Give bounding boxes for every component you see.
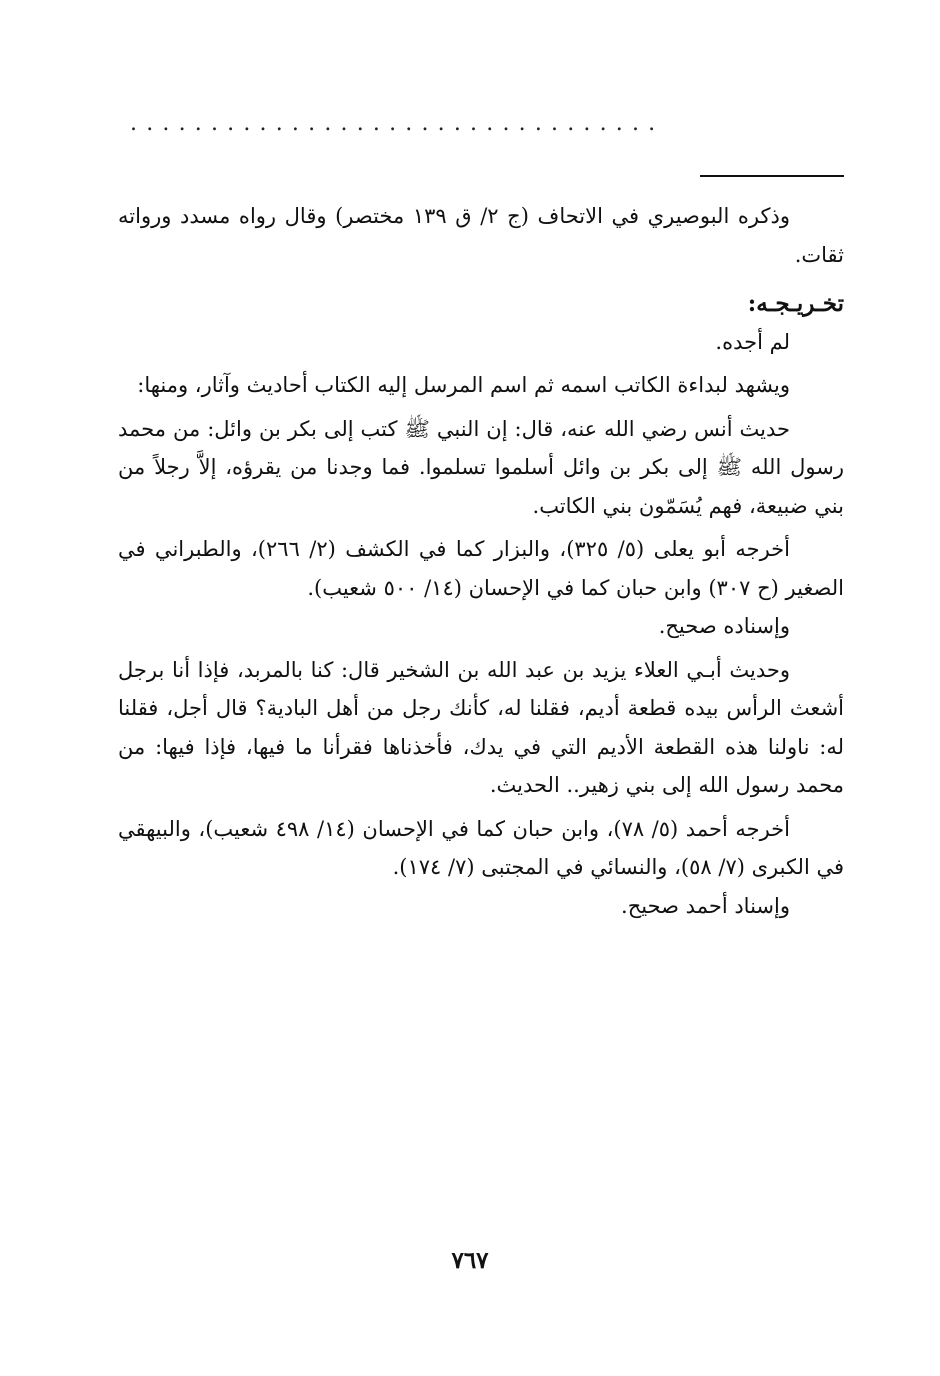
paragraph-isnad-ahmad: وإسناد أحمد صحيح. — [621, 893, 790, 918]
dotted-separator: ................................. — [130, 112, 665, 136]
paragraph-isnad-sahih: وإسناده صحيح. — [658, 614, 790, 638]
page-number: ٧٦٧ — [451, 1247, 489, 1274]
paragraph-hadith-abu-al-ala: وحديث أبـي العلاء يزيد بن عبد الله بن الشخير قال: كنا بالمربد، فإذا أنا برجل أشعث الرأس بيده قطعة أديم، فقلنا له، كأنك رجل من أهل البادية؟ قال أجل، فقلنا له: ناولنا هذه القطعة الأديم التي في يدك، فأخذناها فقرأنا ما فيها، فإذا فيها: من محمد رسول الله إلى بني زهير.. الحديث. — [118, 657, 844, 797]
paragraph-takhrij-abu-al-ala: أخرجه أحمد (٥/ ٧٨)، وابن حبان كما في الإحسان (١٤/ ٤٩٨ شعيب)، والبيهقي في الكبرى (٧/ ٥٨)، والنسائي في المجتبى (٧/ ١٧٤). — [118, 816, 844, 879]
page-body — [118, 197, 844, 925]
paragraph-supporting-evidence: ويشهد لبداءة الكاتب اسمه ثم اسم المرسل إليه الكتاب أحاديث وآثار، ومنها: — [137, 373, 790, 397]
paragraph-not-found: لم أجده. — [715, 329, 790, 354]
paragraph-takhrij-anas: أخرجه أبو يعلى (٥/ ٣٢٥)، والبزار كما في الكشف (٢/ ٢٦٦)، والطبراني في الصغير (ح ٣٠٧) وابن حبان كما في الإحسان (١٤/ ٥٠٠ شعيب). — [118, 537, 844, 600]
paragraph-hadith-anas: حديث أنس رضي الله عنه، قال: إن النبي ﷺ كتب إلى بكر بن وائل: من محمد رسول الله ﷺ إلى بكر بن وائل أسلموا تسلموا. فما وجدنا من يقرؤه، إلاَّ رجلاً من بني ضبيعة، فهم يُسَمّون بني الكاتب. — [118, 416, 844, 518]
section-heading-takhrij: تخـريـجـه: — [747, 290, 844, 317]
footnote-rule — [700, 175, 844, 177]
paragraph-busiri-citation: وذكره البوصيري في الاتحاف (ج ٢/ ق ١٣٩ مختصر) وقال رواه مسدد ورواته ثقات. — [118, 204, 844, 267]
